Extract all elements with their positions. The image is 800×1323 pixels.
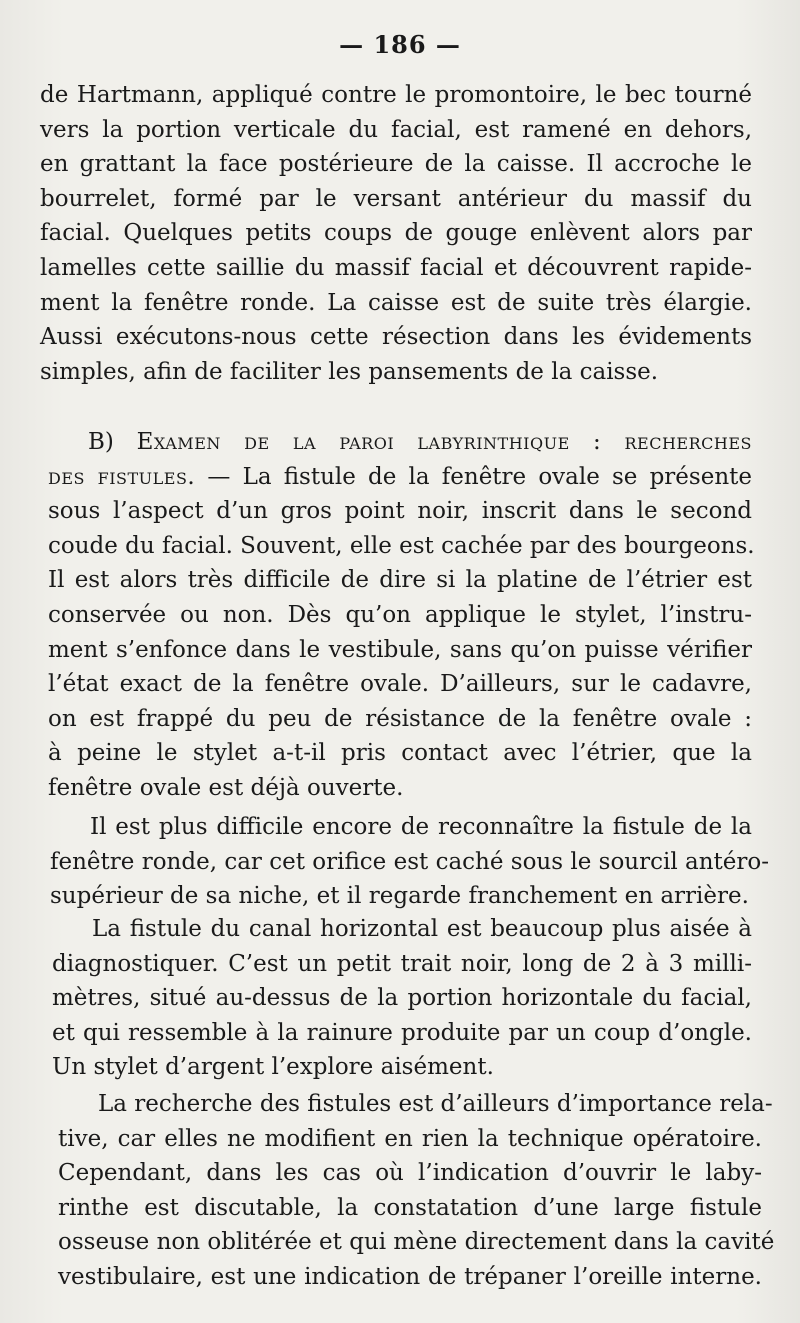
text-line: simples, afin de faciliter les pansements de la caisse. — [40, 358, 659, 385]
text-line: on est frappé du peu de résistance de la fenêtre ovale : — [48, 705, 752, 732]
section-heading — [48, 425, 752, 460]
text-line: Il est alors très difficile de dire si la platine de l’étrier est — [48, 567, 752, 594]
text-line: et qui ressemble à la rainure produite par un coup d’ongle. — [52, 1019, 752, 1046]
text-line: à peine le stylet a-t-il pris contact avec l’étrier, que la — [48, 740, 752, 767]
text-line: Aussi exécutons-nous cette résection dans les évidements — [40, 324, 752, 351]
paragraph-4 — [52, 912, 752, 1085]
text-line: fenêtre ovale est déjà ouverte. — [48, 774, 404, 801]
text-line: diagnostiquer. C’est un petit trait noir, long de 2 à 3 milli- — [52, 950, 752, 977]
text-line: rinthe est discutable, la constatation d’une large fistule — [58, 1194, 762, 1221]
text-line: Un stylet d’argent l’explore aisément. — [52, 1054, 494, 1081]
section-b — [48, 425, 755, 806]
section-heading-continuation: des fistules. — [48, 463, 196, 490]
text-line: La recherche des fistules est d’ailleurs d’importance rela- — [98, 1091, 773, 1117]
paragraph-5 — [58, 1087, 775, 1295]
text-line: facial. Quelques petits coups de gouge enlèvent alors par — [40, 220, 752, 247]
paragraph-3 — [50, 810, 769, 914]
text-line: tive, car elles ne modifient en rien la technique opératoire. — [58, 1125, 762, 1152]
text-line: ment s’enfonce dans le vestibule, sans qu’on puisse vérifier — [48, 636, 752, 663]
text-line: Il est plus difficile encore de reconnaître la fistule de la — [90, 814, 752, 840]
text-line: conservée ou non. Dès qu’on applique le stylet, l’instru- — [48, 601, 752, 628]
text-line: vestibulaire, est une indication de trépaner l’oreille interne. — [58, 1263, 762, 1290]
text-line: La fistule du canal horizontal est beaucoup plus aisée à — [92, 916, 752, 942]
text-fragment: — La fistule de la fenêtre ovale se présente — [195, 463, 752, 490]
text-line: vers la portion verticale du facial, est ramené en dehors, — [40, 116, 752, 143]
text-line: coude du facial. Souvent, elle est cachée par des bourgeons. — [48, 532, 755, 559]
text-line: fenêtre ronde, car cet orifice est caché sous le sourcil antéro- — [50, 848, 769, 875]
text-line: l’état exact de la fenêtre ovale. D’ailleurs, sur le cadavre, — [48, 671, 752, 698]
section-heading-prefix: B) — [88, 429, 137, 455]
text-line: bourrelet, formé par le versant antérieur du massif du — [40, 185, 752, 212]
section-heading-title: Examen de la paroi labyrinthique : recherches — [136, 429, 752, 455]
text-line: lamelles cette saillie du massif facial et découvrent rapide- — [40, 254, 752, 281]
text-line: supérieur de sa niche, et il regarde franchement en arrière. — [50, 883, 749, 910]
paragraph-1 — [40, 78, 752, 389]
text-line — [48, 460, 752, 495]
page-number: — 186 — — [339, 30, 461, 59]
text-line: ment la fenêtre ronde. La caisse est de suite très élargie. — [40, 289, 752, 316]
text-line: mètres, situé au-dessus de la portion horizontale du facial, — [52, 985, 752, 1012]
text-line: de Hartmann, appliqué contre le promontoire, le bec tourné — [40, 82, 752, 108]
text-line: en grattant la face postérieure de la caisse. Il accroche le — [40, 151, 752, 178]
text-line: osseuse non oblitérée et qui mène directement dans la cavité — [58, 1229, 775, 1256]
text-line: Cependant, dans les cas où l’indication d’ouvrir le laby- — [58, 1160, 762, 1187]
text-line: sous l’aspect d’un gros point noir, inscrit dans le second — [48, 498, 752, 525]
